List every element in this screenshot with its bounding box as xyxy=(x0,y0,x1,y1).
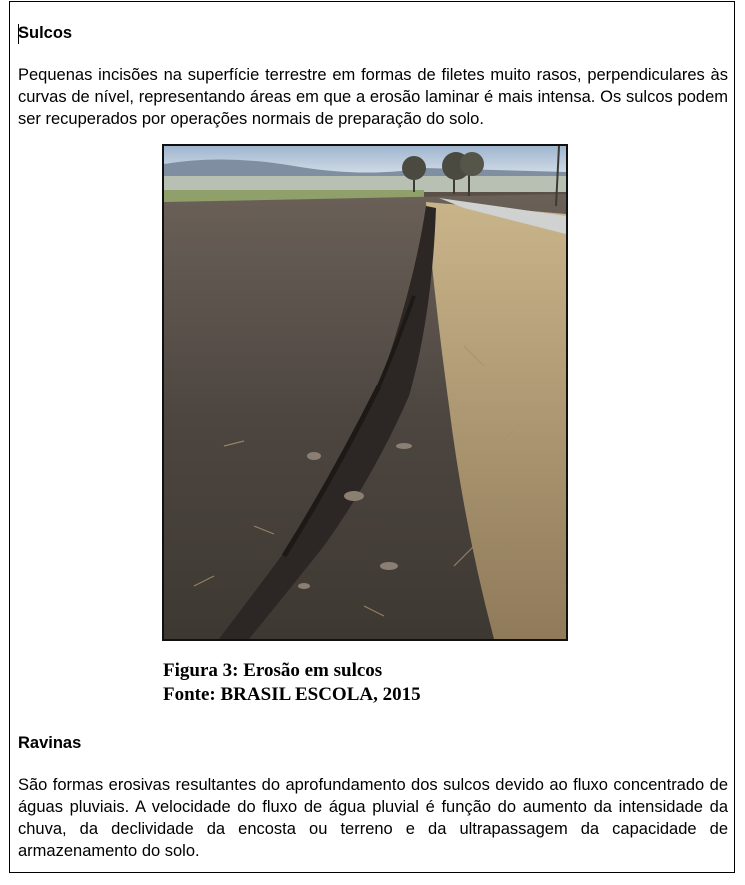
paragraph-ravinas: São formas erosivas resultantes do aprofundamento dos sulcos devido ao fluxo concentrado de águas pluviais. A velocidade do fluxo de água pluvial é função do aumento da intensidade da chuva, da declividade da encosta ou terreno e da ultrapassagem da capacidade de armazenamento do solo. xyxy=(18,776,728,860)
document-page xyxy=(9,1,735,873)
erosion-photo-illustration xyxy=(164,146,566,639)
erosion-photo xyxy=(162,144,568,641)
figure-source: Fonte: BRASIL ESCOLA, 2015 xyxy=(163,684,421,705)
section-heading-ravinas: Ravinas xyxy=(18,734,82,752)
section-heading-sulcos: Sulcos xyxy=(18,24,73,42)
figure-caption: Figura 3: Erosão em sulcos xyxy=(163,660,383,681)
paragraph-sulcos: Pequenas incisões na superfície terrestre em formas de filetes muito rasos, perpendiculares às curvas de nível, representando áreas em que a erosão laminar é mais intensa. Os sulcos podem ser recuperados por operações normais de preparação do solo. xyxy=(18,66,728,128)
